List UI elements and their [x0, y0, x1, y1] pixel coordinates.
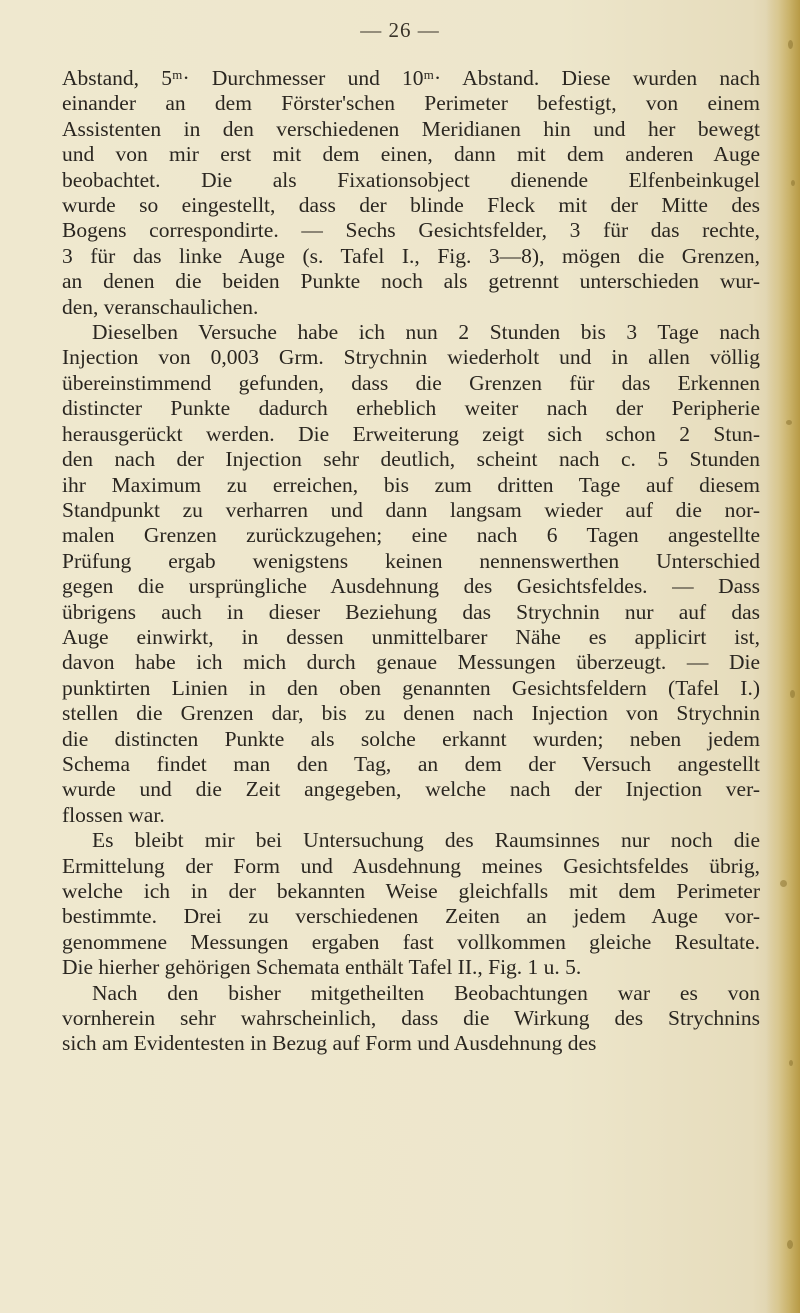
text-line: welche ich in der bekannten Weise gleichfalls mit dem Perimeter	[62, 879, 760, 903]
text-line: genommene Messungen ergaben fast vollkommen gleiche Resultate.	[62, 929, 760, 954]
text-line: beobachtet. Die als Fixationsobject dienende Elfenbeinkugel	[62, 167, 760, 192]
text-line: davon habe ich mich durch genaue Messungen überzeugt. — Die	[62, 650, 760, 675]
text-line: den, veranschaulichen.	[62, 294, 259, 319]
body-text	[62, 66, 760, 1057]
text-line: Schema findet man den Tag, an dem der Versuch angestellt	[62, 751, 760, 776]
text-line: Die hierher gehörigen Schemata enthält Tafel II., Fig. 1 u. 5.	[62, 955, 582, 980]
text-line: wurde und die Zeit angegeben, welche nach der Injection ver-	[62, 777, 760, 802]
text-line: den nach der Injection sehr deutlich, scheint nach c. 5 Stunden	[62, 447, 760, 472]
text-line: die distincten Punkte als solche erkannt wurden; neben jedem	[62, 726, 760, 751]
foxing-spot	[790, 690, 795, 698]
foxing-spot	[786, 420, 792, 425]
text-line: distincter Punkte dadurch erheblich weiter nach der Peripherie	[62, 396, 760, 421]
text-line: Standpunkt zu verharren und dann langsam wieder auf die nor-	[62, 497, 760, 522]
foxing-spot	[791, 180, 795, 186]
text-line: Assistenten in den verschiedenen Meridianen hin und her bewegt	[62, 116, 760, 141]
text-line: Injection von 0,003 Grm. Strychnin wiederholt und in allen völlig	[62, 345, 760, 370]
text-line: stellen die Grenzen dar, bis zu denen nach Injection von Strychnin	[62, 701, 760, 726]
paragraph-start-line: Es bleibt mir bei Untersuchung des Raumsinnes nur noch die	[92, 828, 760, 853]
text-line: malen Grenzen zurückzugehen; eine nach 6 Tagen angestellte	[62, 523, 760, 548]
text-line: Ermittelung der Form und Ausdehnung meines Gesichtsfeldes übrig,	[62, 853, 760, 878]
text-line: Auge einwirkt, in dessen unmittelbarer Nähe es applicirt ist,	[62, 624, 760, 649]
text-line: übereinstimmend gefunden, dass die Grenzen für das Erkennen	[62, 370, 760, 395]
paragraph-start-line: Dieselben Versuche habe ich nun 2 Stunden bis 3 Tage nach	[92, 320, 760, 345]
foxing-spot	[780, 880, 787, 887]
text-line: gegen die ursprüngliche Ausdehnung des Gesichtsfeldes. — Dass	[62, 574, 760, 599]
text-line: vornherein sehr wahrscheinlich, dass die Wirkung des Strychnins	[62, 1006, 760, 1031]
text-line: Bogens correspondirte. — Sechs Gesichtsfelder, 3 für das rechte,	[62, 218, 760, 243]
text-line: sich am Evidentesten in Bezug auf Form und Ausdehnung des	[62, 1031, 597, 1056]
text-line: Abstand, 5ᵐ· Durchmesser und 10ᵐ· Abstand. Diese wurden nach	[62, 66, 760, 90]
text-line: ihr Maximum zu erreichen, bis zum dritten Tage auf diesem	[62, 472, 760, 497]
text-line: bestimmte. Drei zu verschiedenen Zeiten an jedem Auge vor-	[62, 904, 760, 929]
foxing-spot	[789, 1060, 793, 1066]
paragraph-start-line: Nach den bisher mitgetheilten Beobachtungen war es von	[92, 980, 760, 1005]
text-line: punktirten Linien in den oben genannten Gesichtsfeldern (Tafel I.)	[62, 675, 760, 700]
text-line: an denen die beiden Punkte noch als getrennt unterschieden wur-	[62, 269, 760, 294]
page-number: — 26 —	[360, 18, 440, 42]
text-line: einander an dem Förster'schen Perimeter befestigt, von einem	[62, 91, 760, 116]
text-line: flossen war.	[62, 802, 165, 827]
foxing-spot	[787, 1240, 793, 1249]
text-line: Prüfung ergab wenigstens keinen nennenswerthen Unterschied	[62, 548, 760, 573]
text-line: und von mir erst mit dem einen, dann mit dem anderen Auge	[62, 142, 760, 167]
text-line: 3 für das linke Auge (s. Tafel I., Fig. 3—8), mögen die Grenzen,	[62, 243, 760, 268]
text-line: wurde so eingestellt, dass der blinde Fleck mit der Mitte des	[62, 193, 760, 218]
text-line: übrigens auch in dieser Beziehung das Strychnin nur auf das	[62, 599, 760, 624]
text-line: herausgerückt werden. Die Erweiterung zeigt sich schon 2 Stun-	[62, 421, 760, 446]
page-edge-shadow	[766, 0, 800, 1313]
